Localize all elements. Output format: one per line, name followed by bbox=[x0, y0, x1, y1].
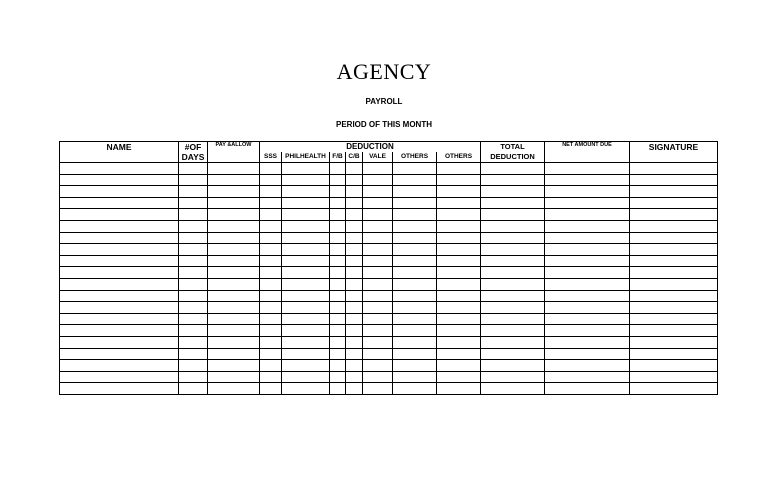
table-cell[interactable] bbox=[208, 278, 260, 290]
table-cell[interactable] bbox=[481, 174, 545, 186]
table-cell[interactable] bbox=[545, 325, 630, 337]
table-cell[interactable] bbox=[437, 186, 481, 198]
table-cell[interactable] bbox=[179, 348, 208, 360]
table-cell[interactable] bbox=[60, 209, 179, 221]
table-cell[interactable] bbox=[330, 220, 346, 232]
table-cell[interactable] bbox=[282, 197, 330, 209]
table-cell[interactable] bbox=[437, 302, 481, 314]
table-cell[interactable] bbox=[208, 336, 260, 348]
table-cell[interactable] bbox=[393, 232, 437, 244]
table-cell[interactable] bbox=[630, 290, 718, 302]
table-cell[interactable] bbox=[282, 313, 330, 325]
table-cell[interactable] bbox=[363, 209, 393, 221]
table-cell[interactable] bbox=[330, 278, 346, 290]
table-cell[interactable] bbox=[393, 290, 437, 302]
table-cell[interactable] bbox=[630, 232, 718, 244]
table-cell[interactable] bbox=[208, 174, 260, 186]
table-cell[interactable] bbox=[481, 371, 545, 383]
table-cell[interactable] bbox=[363, 290, 393, 302]
header-days: #OF DAYS bbox=[179, 142, 208, 163]
table-cell[interactable] bbox=[437, 360, 481, 372]
table-cell[interactable] bbox=[260, 383, 282, 395]
header-name: NAME bbox=[60, 142, 179, 163]
table-cell[interactable] bbox=[179, 232, 208, 244]
table-row bbox=[60, 244, 718, 256]
table-cell[interactable] bbox=[481, 290, 545, 302]
table-cell[interactable] bbox=[481, 278, 545, 290]
table-cell[interactable] bbox=[330, 174, 346, 186]
table-cell[interactable] bbox=[260, 313, 282, 325]
table-cell[interactable] bbox=[60, 163, 179, 175]
table-cell[interactable] bbox=[60, 267, 179, 279]
table-row bbox=[60, 278, 718, 290]
table-cell[interactable] bbox=[260, 220, 282, 232]
table-cell[interactable] bbox=[630, 383, 718, 395]
table-cell[interactable] bbox=[393, 278, 437, 290]
table-cell[interactable] bbox=[60, 232, 179, 244]
table-cell[interactable] bbox=[630, 371, 718, 383]
table-cell[interactable] bbox=[363, 348, 393, 360]
table-cell[interactable] bbox=[545, 232, 630, 244]
table-cell[interactable] bbox=[346, 209, 363, 221]
table-cell[interactable] bbox=[437, 290, 481, 302]
table-row bbox=[60, 313, 718, 325]
table-cell[interactable] bbox=[330, 197, 346, 209]
table-cell[interactable] bbox=[545, 244, 630, 256]
table-cell[interactable] bbox=[545, 290, 630, 302]
table-cell[interactable] bbox=[630, 220, 718, 232]
table-cell[interactable] bbox=[179, 244, 208, 256]
table-cell[interactable] bbox=[630, 255, 718, 267]
table-cell[interactable] bbox=[260, 186, 282, 198]
table-cell[interactable] bbox=[437, 325, 481, 337]
table-cell[interactable] bbox=[282, 325, 330, 337]
table-cell[interactable] bbox=[363, 174, 393, 186]
table-cell[interactable] bbox=[179, 186, 208, 198]
table-cell[interactable] bbox=[346, 360, 363, 372]
table-cell[interactable] bbox=[393, 174, 437, 186]
table-cell[interactable] bbox=[437, 209, 481, 221]
table-cell[interactable] bbox=[260, 267, 282, 279]
table-cell[interactable] bbox=[282, 360, 330, 372]
table-cell[interactable] bbox=[260, 255, 282, 267]
header-deduction: DEDUCTION bbox=[260, 142, 481, 153]
table-cell[interactable] bbox=[260, 302, 282, 314]
table-cell[interactable] bbox=[179, 255, 208, 267]
table-cell[interactable] bbox=[260, 290, 282, 302]
table-cell[interactable] bbox=[393, 244, 437, 256]
table-cell[interactable] bbox=[437, 197, 481, 209]
table-cell[interactable] bbox=[437, 174, 481, 186]
table-cell[interactable] bbox=[179, 174, 208, 186]
table-cell[interactable] bbox=[630, 197, 718, 209]
table-row bbox=[60, 348, 718, 360]
table-cell[interactable] bbox=[260, 325, 282, 337]
table-cell[interactable] bbox=[437, 278, 481, 290]
table-cell[interactable] bbox=[346, 267, 363, 279]
table-cell[interactable] bbox=[330, 255, 346, 267]
table-cell[interactable] bbox=[630, 267, 718, 279]
table-cell[interactable] bbox=[545, 186, 630, 198]
table-cell[interactable] bbox=[545, 383, 630, 395]
table-cell[interactable] bbox=[282, 267, 330, 279]
table-cell[interactable] bbox=[60, 313, 179, 325]
table-cell[interactable] bbox=[208, 313, 260, 325]
table-cell[interactable] bbox=[179, 302, 208, 314]
table-cell[interactable] bbox=[393, 220, 437, 232]
header-others-1: OTHERS bbox=[393, 152, 437, 163]
table-cell[interactable] bbox=[208, 360, 260, 372]
table-cell[interactable] bbox=[282, 383, 330, 395]
header-philhealth: PHILHEALTH bbox=[282, 152, 330, 163]
table-row bbox=[60, 302, 718, 314]
table-cell[interactable] bbox=[393, 360, 437, 372]
table-cell[interactable] bbox=[60, 244, 179, 256]
table-cell[interactable] bbox=[60, 360, 179, 372]
table-cell[interactable] bbox=[330, 232, 346, 244]
table-cell[interactable] bbox=[630, 244, 718, 256]
table-cell[interactable] bbox=[545, 371, 630, 383]
header-fb: F/B bbox=[330, 152, 346, 163]
table-cell[interactable] bbox=[330, 325, 346, 337]
table-cell[interactable] bbox=[393, 313, 437, 325]
table-cell[interactable] bbox=[60, 302, 179, 314]
document-subtitle: PAYROLL bbox=[365, 97, 403, 106]
table-cell[interactable] bbox=[346, 290, 363, 302]
table-cell[interactable] bbox=[481, 220, 545, 232]
table-cell[interactable] bbox=[630, 325, 718, 337]
table-cell[interactable] bbox=[363, 313, 393, 325]
table-cell[interactable] bbox=[481, 325, 545, 337]
table-cell[interactable] bbox=[346, 220, 363, 232]
period-label: PERIOD OF THIS MONTH bbox=[336, 120, 432, 129]
table-cell[interactable] bbox=[208, 302, 260, 314]
table-cell[interactable] bbox=[545, 209, 630, 221]
table-cell[interactable] bbox=[481, 255, 545, 267]
table-cell[interactable] bbox=[330, 383, 346, 395]
table-cell[interactable] bbox=[630, 186, 718, 198]
table-row bbox=[60, 186, 718, 198]
table-cell[interactable] bbox=[179, 371, 208, 383]
table-cell[interactable] bbox=[282, 220, 330, 232]
table-row bbox=[60, 232, 718, 244]
table-cell[interactable] bbox=[282, 278, 330, 290]
table-cell[interactable] bbox=[481, 383, 545, 395]
table-cell[interactable] bbox=[363, 336, 393, 348]
table-cell[interactable] bbox=[481, 244, 545, 256]
table-cell[interactable] bbox=[179, 220, 208, 232]
table-cell[interactable] bbox=[260, 209, 282, 221]
table-row bbox=[60, 290, 718, 302]
payroll-table bbox=[59, 141, 718, 395]
table-cell[interactable] bbox=[60, 325, 179, 337]
table-cell[interactable] bbox=[60, 383, 179, 395]
table-cell[interactable] bbox=[545, 278, 630, 290]
table-row bbox=[60, 325, 718, 337]
table-cell[interactable] bbox=[481, 186, 545, 198]
table-cell[interactable] bbox=[208, 163, 260, 175]
table-row bbox=[60, 336, 718, 348]
table-cell[interactable] bbox=[545, 174, 630, 186]
table-cell[interactable] bbox=[363, 383, 393, 395]
table-cell[interactable] bbox=[60, 336, 179, 348]
table-cell[interactable] bbox=[208, 371, 260, 383]
table-cell[interactable] bbox=[437, 313, 481, 325]
table-cell[interactable] bbox=[208, 209, 260, 221]
table-cell[interactable] bbox=[630, 209, 718, 221]
table-cell[interactable] bbox=[179, 360, 208, 372]
table-cell[interactable] bbox=[363, 244, 393, 256]
table-row bbox=[60, 360, 718, 372]
table-cell[interactable] bbox=[60, 174, 179, 186]
table-cell[interactable] bbox=[363, 360, 393, 372]
table-cell[interactable] bbox=[346, 174, 363, 186]
table-cell[interactable] bbox=[545, 197, 630, 209]
table-cell[interactable] bbox=[179, 267, 208, 279]
table-cell[interactable] bbox=[363, 197, 393, 209]
table-cell[interactable] bbox=[60, 290, 179, 302]
table-cell[interactable] bbox=[346, 232, 363, 244]
table-cell[interactable] bbox=[260, 278, 282, 290]
document-title: AGENCY bbox=[336, 59, 432, 84]
table-cell[interactable] bbox=[179, 197, 208, 209]
table-cell[interactable] bbox=[545, 302, 630, 314]
table-cell[interactable] bbox=[208, 290, 260, 302]
table-cell[interactable] bbox=[179, 383, 208, 395]
table-cell[interactable] bbox=[630, 278, 718, 290]
table-cell[interactable] bbox=[481, 336, 545, 348]
table-cell[interactable] bbox=[393, 383, 437, 395]
table-cell[interactable] bbox=[481, 232, 545, 244]
table-cell[interactable] bbox=[282, 186, 330, 198]
table-cell[interactable] bbox=[437, 220, 481, 232]
table-row bbox=[60, 267, 718, 279]
table-cell[interactable] bbox=[282, 174, 330, 186]
table-cell[interactable] bbox=[330, 209, 346, 221]
table-row bbox=[60, 255, 718, 267]
table-cell[interactable] bbox=[545, 267, 630, 279]
table-cell[interactable] bbox=[282, 302, 330, 314]
table-cell[interactable] bbox=[60, 197, 179, 209]
table-cell[interactable] bbox=[208, 232, 260, 244]
header-others-2: OTHERS bbox=[437, 152, 481, 163]
table-cell[interactable] bbox=[346, 255, 363, 267]
table-cell[interactable] bbox=[545, 255, 630, 267]
table-cell[interactable] bbox=[282, 290, 330, 302]
payroll-body bbox=[60, 163, 718, 395]
table-cell[interactable] bbox=[363, 163, 393, 175]
table-cell[interactable] bbox=[208, 220, 260, 232]
table-cell[interactable] bbox=[346, 336, 363, 348]
table-cell[interactable] bbox=[393, 197, 437, 209]
table-cell[interactable] bbox=[363, 371, 393, 383]
table-cell[interactable] bbox=[330, 348, 346, 360]
header-net-amount: NET AMOUNT DUE bbox=[545, 142, 630, 163]
table-row bbox=[60, 371, 718, 383]
table-cell[interactable] bbox=[282, 371, 330, 383]
table-cell[interactable] bbox=[330, 302, 346, 314]
table-cell[interactable] bbox=[363, 325, 393, 337]
table-cell[interactable] bbox=[363, 267, 393, 279]
table-cell[interactable] bbox=[260, 163, 282, 175]
table-cell[interactable] bbox=[260, 360, 282, 372]
table-cell[interactable] bbox=[393, 325, 437, 337]
header-sss: SSS bbox=[260, 152, 282, 163]
table-cell[interactable] bbox=[330, 163, 346, 175]
table-cell[interactable] bbox=[60, 186, 179, 198]
table-cell[interactable] bbox=[437, 255, 481, 267]
table-cell[interactable] bbox=[545, 348, 630, 360]
table-cell[interactable] bbox=[282, 255, 330, 267]
table-cell[interactable] bbox=[393, 267, 437, 279]
table-cell[interactable] bbox=[179, 278, 208, 290]
table-cell[interactable] bbox=[208, 197, 260, 209]
table-cell[interactable] bbox=[393, 302, 437, 314]
table-cell[interactable] bbox=[346, 186, 363, 198]
table-cell[interactable] bbox=[330, 186, 346, 198]
table-cell[interactable] bbox=[346, 383, 363, 395]
header-pay-allow: PAY &ALLOW bbox=[208, 142, 260, 163]
table-cell[interactable] bbox=[179, 336, 208, 348]
table-cell[interactable] bbox=[282, 232, 330, 244]
header-vale: VALE bbox=[363, 152, 393, 163]
table-cell[interactable] bbox=[208, 186, 260, 198]
table-cell[interactable] bbox=[545, 313, 630, 325]
table-row bbox=[60, 163, 718, 175]
table-cell[interactable] bbox=[208, 267, 260, 279]
table-cell[interactable] bbox=[208, 244, 260, 256]
table-cell[interactable] bbox=[330, 360, 346, 372]
table-cell[interactable] bbox=[260, 232, 282, 244]
table-cell[interactable] bbox=[481, 209, 545, 221]
table-cell[interactable] bbox=[179, 290, 208, 302]
table-cell[interactable] bbox=[630, 348, 718, 360]
table-cell[interactable] bbox=[481, 197, 545, 209]
table-cell[interactable] bbox=[630, 174, 718, 186]
table-cell[interactable] bbox=[437, 348, 481, 360]
table-cell[interactable] bbox=[545, 220, 630, 232]
table-cell[interactable] bbox=[481, 302, 545, 314]
table-cell[interactable] bbox=[208, 383, 260, 395]
table-row bbox=[60, 383, 718, 395]
table-cell[interactable] bbox=[60, 278, 179, 290]
table-cell[interactable] bbox=[208, 325, 260, 337]
table-cell[interactable] bbox=[330, 371, 346, 383]
table-cell[interactable] bbox=[437, 336, 481, 348]
table-cell[interactable] bbox=[363, 220, 393, 232]
table-cell[interactable] bbox=[437, 267, 481, 279]
table-cell[interactable] bbox=[346, 244, 363, 256]
table-row bbox=[60, 197, 718, 209]
table-cell[interactable] bbox=[282, 244, 330, 256]
table-cell[interactable] bbox=[545, 336, 630, 348]
table-cell[interactable] bbox=[363, 186, 393, 198]
table-cell[interactable] bbox=[330, 290, 346, 302]
table-cell[interactable] bbox=[393, 371, 437, 383]
table-cell[interactable] bbox=[179, 313, 208, 325]
table-cell[interactable] bbox=[60, 220, 179, 232]
table-cell[interactable] bbox=[393, 163, 437, 175]
table-cell[interactable] bbox=[481, 348, 545, 360]
table-cell[interactable] bbox=[346, 278, 363, 290]
table-cell[interactable] bbox=[330, 313, 346, 325]
table-cell[interactable] bbox=[630, 360, 718, 372]
table-cell[interactable] bbox=[179, 163, 208, 175]
table-cell[interactable] bbox=[330, 267, 346, 279]
table-cell[interactable] bbox=[260, 336, 282, 348]
table-cell[interactable] bbox=[363, 278, 393, 290]
table-cell[interactable] bbox=[282, 163, 330, 175]
table-cell[interactable] bbox=[393, 209, 437, 221]
table-row bbox=[60, 174, 718, 186]
table-cell[interactable] bbox=[346, 197, 363, 209]
table-cell[interactable] bbox=[330, 336, 346, 348]
table-cell[interactable] bbox=[179, 325, 208, 337]
table-cell[interactable] bbox=[346, 163, 363, 175]
table-cell[interactable] bbox=[630, 336, 718, 348]
table-cell[interactable] bbox=[346, 302, 363, 314]
table-cell[interactable] bbox=[437, 371, 481, 383]
header-total-deduction: TOTAL DEDUCTION bbox=[481, 142, 545, 163]
table-cell[interactable] bbox=[437, 163, 481, 175]
table-cell[interactable] bbox=[346, 313, 363, 325]
table-cell[interactable] bbox=[346, 371, 363, 383]
table-cell[interactable] bbox=[282, 348, 330, 360]
header-cb: C/B bbox=[346, 152, 363, 163]
table-cell[interactable] bbox=[437, 232, 481, 244]
table-row bbox=[60, 220, 718, 232]
table-cell[interactable] bbox=[393, 186, 437, 198]
table-cell[interactable] bbox=[208, 255, 260, 267]
table-cell[interactable] bbox=[630, 163, 718, 175]
table-cell[interactable] bbox=[481, 267, 545, 279]
table-cell[interactable] bbox=[282, 336, 330, 348]
table-cell[interactable] bbox=[346, 325, 363, 337]
table-cell[interactable] bbox=[260, 348, 282, 360]
table-cell[interactable] bbox=[260, 197, 282, 209]
table-cell[interactable] bbox=[545, 360, 630, 372]
table-cell[interactable] bbox=[208, 348, 260, 360]
table-cell[interactable] bbox=[60, 348, 179, 360]
table-cell[interactable] bbox=[393, 255, 437, 267]
table-cell[interactable] bbox=[481, 313, 545, 325]
table-cell[interactable] bbox=[363, 232, 393, 244]
table-cell[interactable] bbox=[481, 163, 545, 175]
table-cell[interactable] bbox=[437, 383, 481, 395]
table-cell[interactable] bbox=[363, 255, 393, 267]
table-cell[interactable] bbox=[393, 336, 437, 348]
table-cell[interactable] bbox=[260, 174, 282, 186]
table-cell[interactable] bbox=[545, 163, 630, 175]
header-signature: SIGNATURE bbox=[630, 142, 718, 163]
table-cell[interactable] bbox=[393, 348, 437, 360]
table-cell[interactable] bbox=[260, 371, 282, 383]
table-cell[interactable] bbox=[346, 348, 363, 360]
table-cell[interactable] bbox=[630, 302, 718, 314]
table-cell[interactable] bbox=[630, 313, 718, 325]
table-cell[interactable] bbox=[60, 255, 179, 267]
table-cell[interactable] bbox=[282, 209, 330, 221]
table-cell[interactable] bbox=[363, 302, 393, 314]
table-cell[interactable] bbox=[179, 209, 208, 221]
table-cell[interactable] bbox=[260, 244, 282, 256]
table-cell[interactable] bbox=[60, 371, 179, 383]
table-row bbox=[60, 209, 718, 221]
table-cell[interactable] bbox=[481, 360, 545, 372]
table-cell[interactable] bbox=[330, 244, 346, 256]
table-cell[interactable] bbox=[437, 244, 481, 256]
